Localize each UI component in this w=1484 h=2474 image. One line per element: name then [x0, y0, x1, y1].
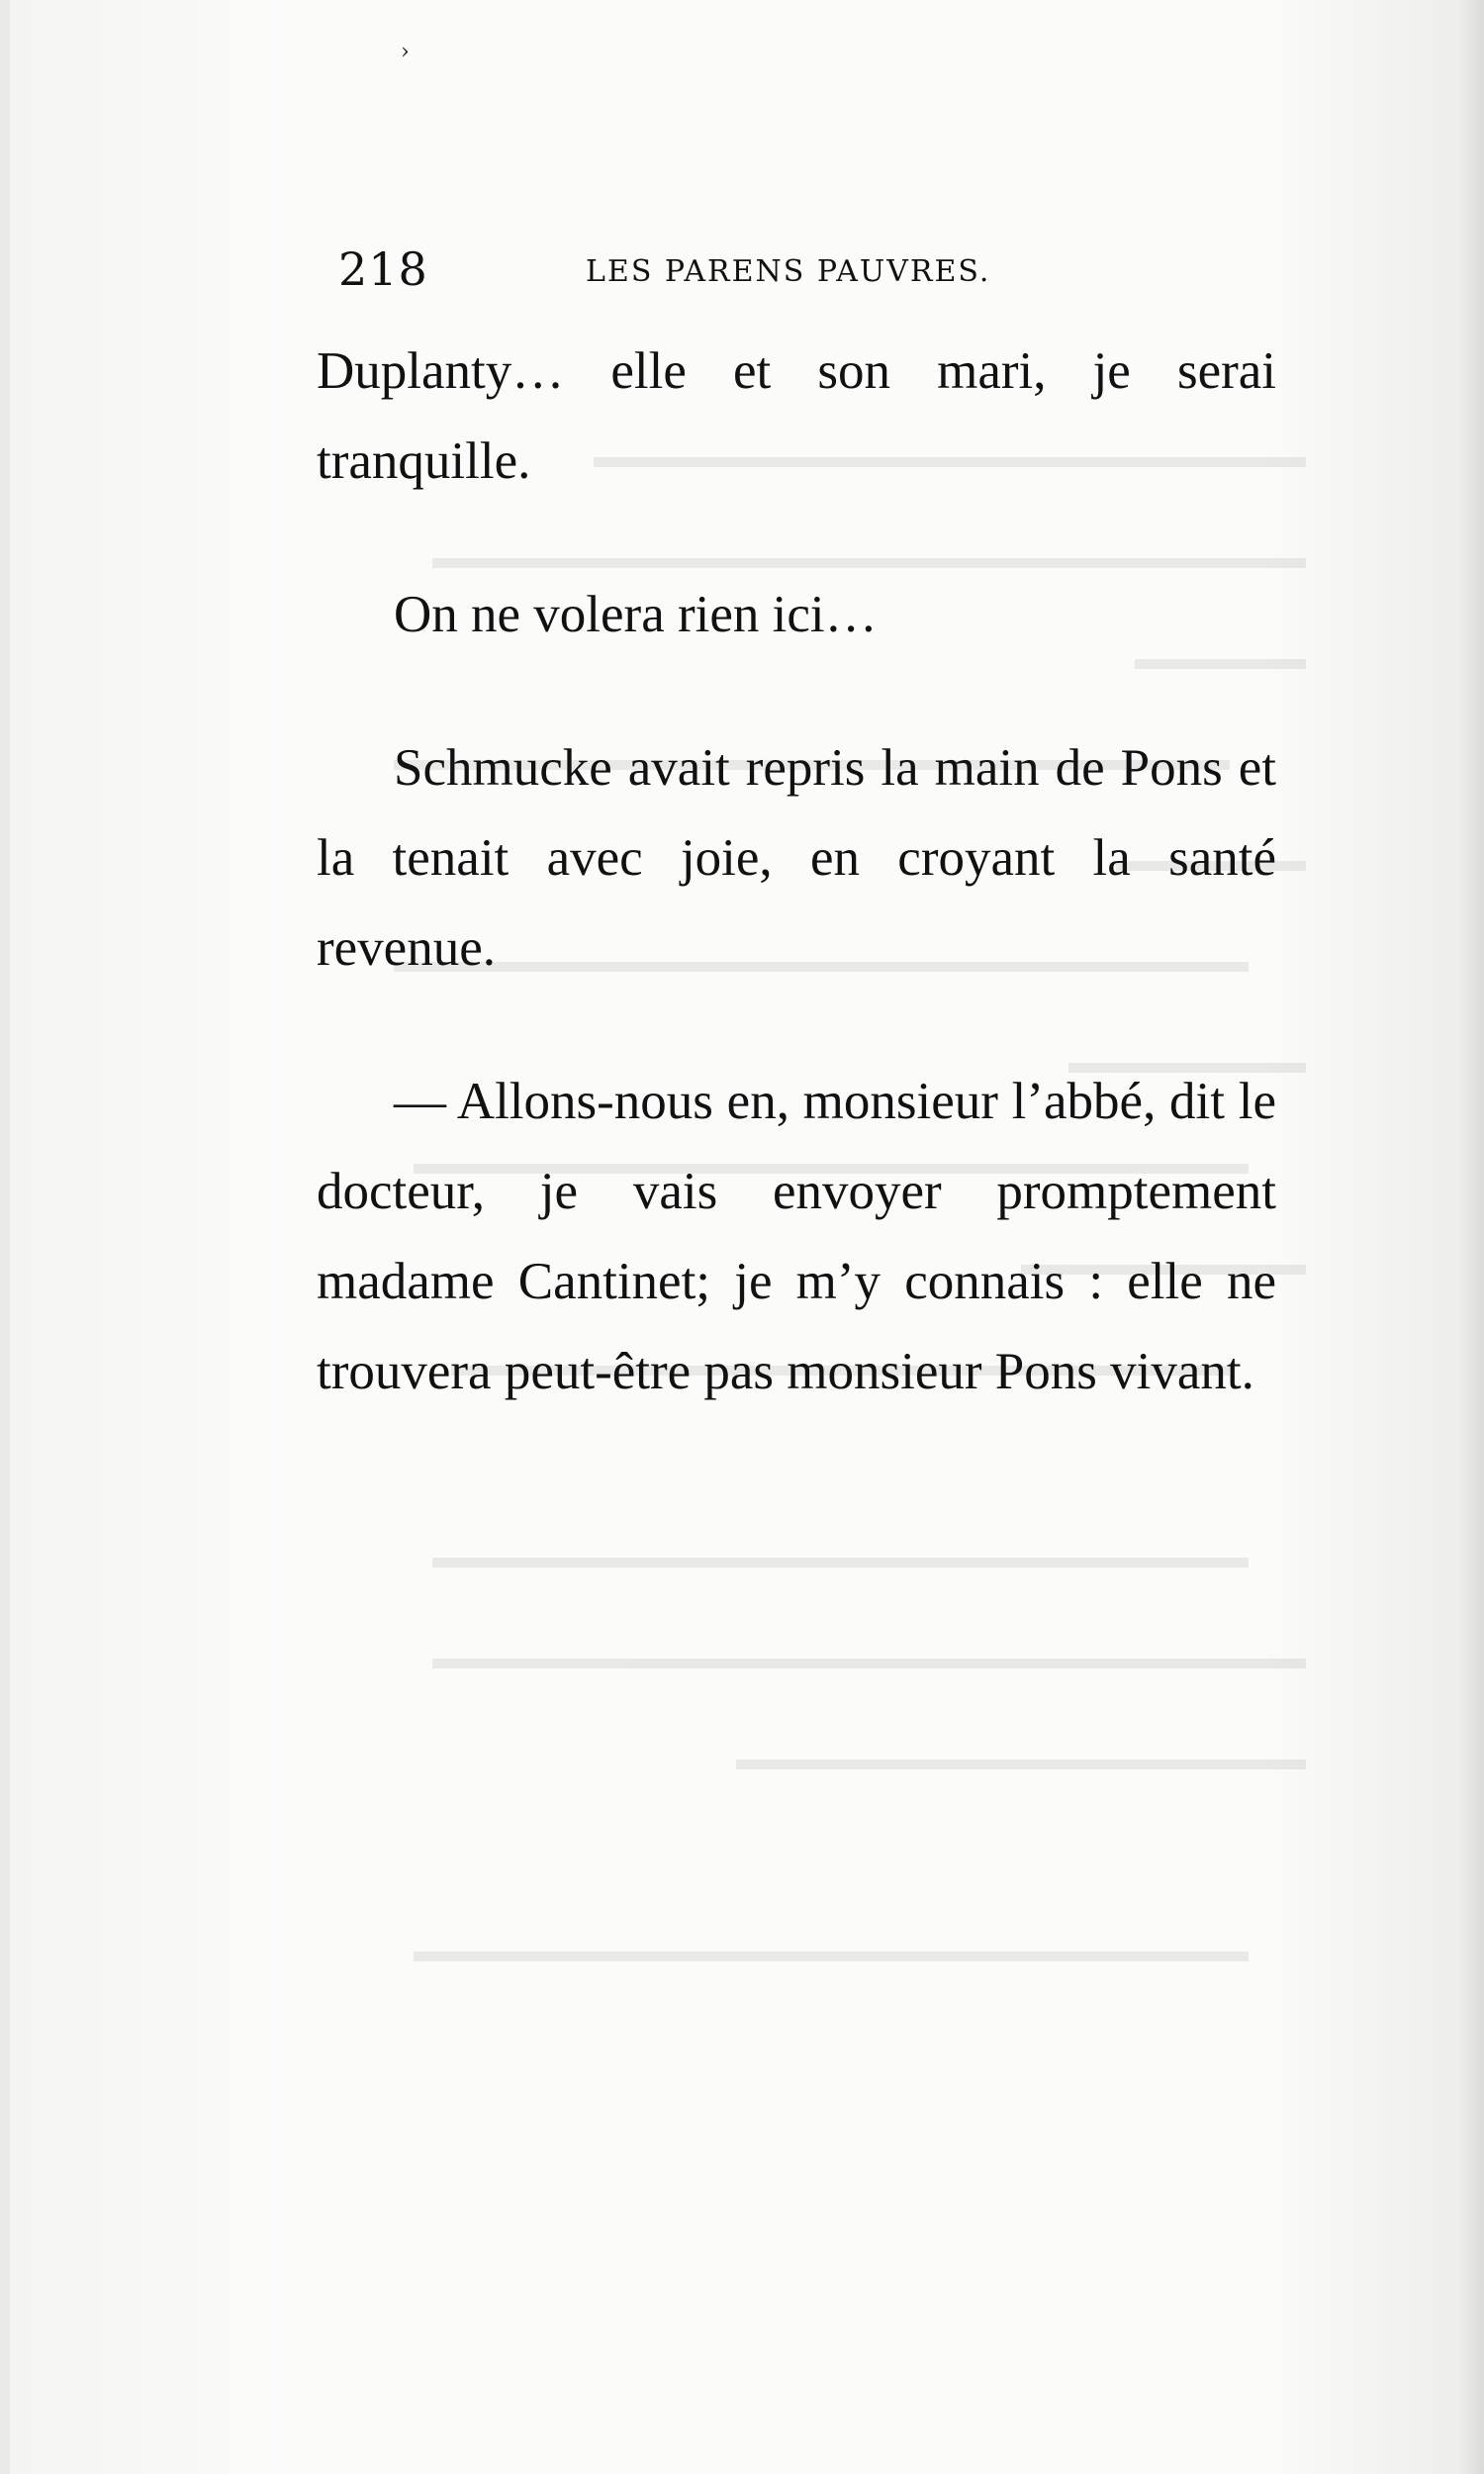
paragraph-3: Schmucke avait repris la main de Pons et la tenait avec joie, en croyant la santé revenue. — [317, 739, 1276, 977]
page-number: 218 — [338, 242, 428, 296]
page-mark: › — [401, 40, 410, 64]
page-right-edge-shadow — [1458, 0, 1484, 2474]
paragraph-2: On ne volera rien ici… — [394, 586, 878, 643]
body-text — [317, 327, 1276, 1417]
paragraph-4: — Allons-nous en, monsieur l’abbé, dit le docteur, je vais envoyer promptement madame Cantinet; je m’y connais : elle ne trouvera peut-être pas monsieur Pons vivant. — [317, 1073, 1276, 1400]
page-left-edge — [0, 0, 10, 2474]
paragraph-1: Duplanty… elle et son mari, je serai tranquille. — [317, 342, 1276, 490]
running-header — [338, 242, 1051, 302]
running-title: LES PARENS PAUVRES. — [586, 254, 991, 289]
